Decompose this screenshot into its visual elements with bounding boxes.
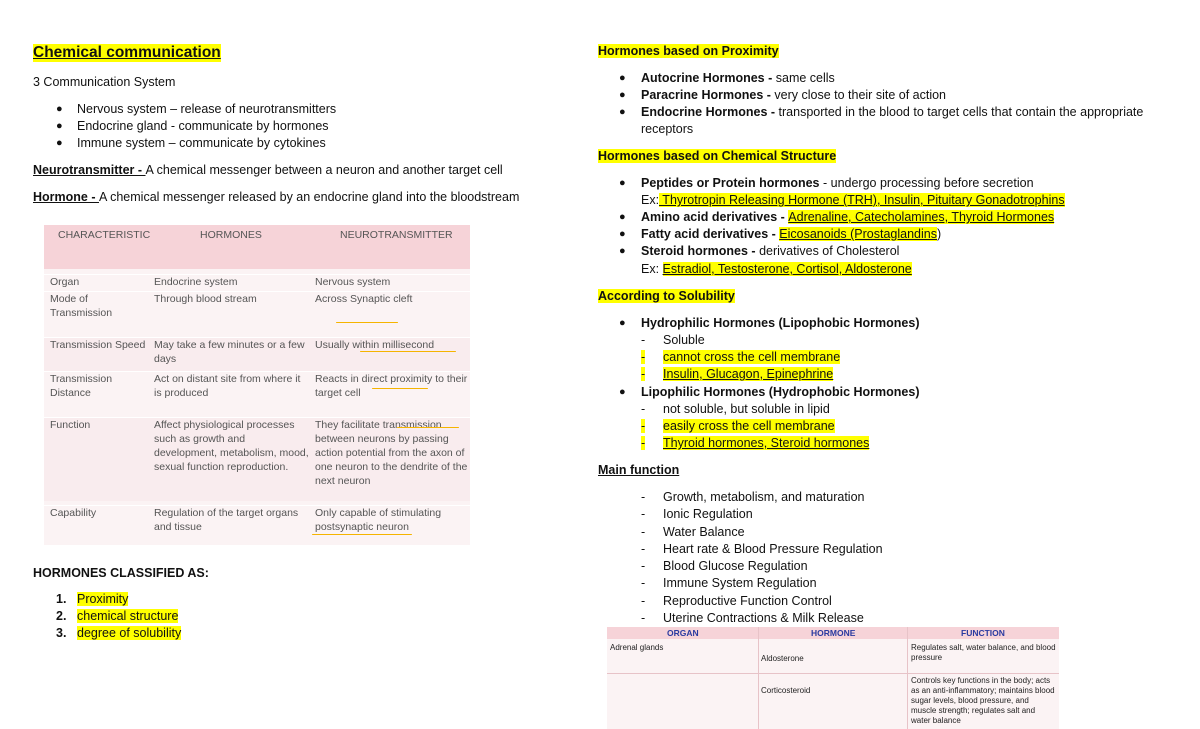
list-item: Nervous system – release of neurotransmitters: [77, 102, 337, 116]
item-term: Paracrine Hormones -: [641, 88, 775, 102]
sub-item: Thyroid hormones, Steroid hormones: [663, 436, 870, 450]
bullet-icon: ●: [56, 137, 63, 149]
comparison-table: [44, 225, 470, 545]
row-divider: [607, 673, 1059, 674]
column-header: FUNCTION: [961, 628, 1005, 638]
list-item: [641, 227, 941, 241]
sub-item: cannot cross the cell membrane: [663, 350, 841, 364]
item-term: Endocrine Hormones -: [641, 105, 779, 119]
table-row: [44, 417, 470, 501]
hormone-definition: [33, 190, 519, 204]
table-cell: Only capable of stimulating postsynaptic neuron: [315, 507, 442, 533]
neurotransmitter-definition: [33, 163, 503, 177]
bullet-icon: ●: [619, 228, 626, 240]
dash: -: [641, 542, 646, 556]
subtitle: 3 Communication System: [33, 75, 176, 89]
table-cell: Organ: [50, 276, 80, 288]
table-cell: Mode of Transmission: [50, 293, 113, 319]
bullet-icon: ●: [619, 245, 626, 257]
column-divider: [758, 627, 759, 729]
sub-item: Growth, metabolism, and maturation: [663, 490, 865, 504]
sub-item: not soluble, but soluble in lipid: [663, 402, 830, 416]
column-header: NEUROTRANSMITTER: [340, 229, 453, 241]
item-term: Autocrine Hormones -: [641, 71, 776, 85]
example-line: [641, 262, 912, 276]
table-cell: Affect physiological processes such as growth and development, metabolism, mood, sexual function reproduction.: [154, 419, 309, 473]
list-item: Endocrine gland - communicate by hormones: [77, 119, 329, 133]
list-item: [641, 210, 1054, 224]
dash: -: [641, 367, 646, 381]
example-text: Estradiol, Testosterone, Cortisol, Aldosterone: [662, 262, 912, 276]
dash: -: [641, 490, 646, 504]
dash: -: [641, 436, 646, 450]
list-item: [641, 88, 946, 102]
pen-underline: [397, 427, 459, 428]
table-row: [44, 274, 470, 290]
section-title: Hormones based on Chemical Structure: [598, 149, 837, 163]
table-row: [44, 337, 470, 371]
bullet-icon: ●: [619, 177, 626, 189]
organ-table: [607, 627, 1059, 729]
dash: -: [641, 611, 646, 625]
table-cell: Aldosterone: [761, 654, 804, 663]
table-header: [607, 627, 1059, 639]
list-number: 3.: [56, 626, 67, 640]
dash: -: [641, 333, 646, 347]
list-item: Proximity: [77, 592, 129, 606]
bullet-icon: ●: [619, 106, 626, 118]
item-desc: transported in the blood to target cells that contain the appropriate: [778, 105, 1144, 119]
list-item: Lipophilic Hormones (Hydrophobic Hormones): [641, 385, 920, 399]
definition-text: A chemical messenger between a neuron and another target cell: [145, 163, 503, 177]
pen-underline: [312, 534, 412, 535]
item-term: Fatty acid derivatives -: [641, 227, 780, 241]
list-item: [641, 71, 835, 85]
table-row: [44, 371, 470, 414]
example-label: Ex:: [641, 262, 663, 276]
item-term: Peptides or Protein hormones: [641, 176, 820, 190]
pen-underline: [372, 388, 428, 389]
sub-item: Heart rate & Blood Pressure Regulation: [663, 542, 883, 556]
dash: -: [641, 594, 646, 608]
column-header: HORMONES: [200, 229, 262, 241]
table-cell: Act on distant site from where it is produced: [154, 373, 301, 399]
table-cell: Endocrine system: [154, 276, 238, 288]
dash: -: [641, 559, 646, 573]
sub-item: Blood Glucose Regulation: [663, 559, 808, 573]
list-item-continuation: receptors: [641, 122, 694, 136]
classified-title: HORMONES CLASSIFIED AS:: [33, 566, 209, 580]
item-desc: very close to their site of action: [774, 88, 946, 102]
sub-item: Uterine Contractions & Milk Release: [663, 611, 864, 625]
section-title: Main function: [598, 463, 680, 477]
list-item: [641, 244, 899, 258]
table-cell: May take a few minutes or a few days: [154, 339, 305, 365]
sub-item: Reproductive Function Control: [663, 594, 832, 608]
table-cell: Regulates salt, water balance, and blood pressure: [911, 643, 1056, 662]
sub-item: Insulin, Glucagon, Epinephrine: [663, 367, 834, 381]
table-cell: Through blood stream: [154, 293, 257, 305]
table-cell: Usually within millisecond: [315, 339, 435, 351]
table-cell: Function: [50, 419, 91, 431]
table-cell: Capability: [50, 507, 97, 519]
bullet-icon: ●: [619, 72, 626, 84]
bullet-icon: ●: [619, 386, 626, 398]
table-cell: Across Synaptic cleft: [315, 293, 413, 305]
table-cell: Regulation of the target organs and tissue: [154, 507, 299, 533]
bullet-icon: ●: [56, 103, 63, 115]
list-number: 2.: [56, 609, 67, 623]
sub-item: Ionic Regulation: [663, 507, 753, 521]
left-column: [0, 0, 560, 729]
sub-item: Immune System Regulation: [663, 576, 817, 590]
table-row: [44, 291, 470, 334]
definition-term: Neurotransmitter -: [33, 163, 146, 177]
pen-underline: [336, 322, 398, 323]
list-item: Immune system – communicate by cytokines: [77, 136, 326, 150]
column-divider: [907, 627, 908, 729]
item-desc: same cells: [775, 71, 835, 85]
bullet-icon: ●: [56, 120, 63, 132]
section-title: According to Solubility: [598, 289, 735, 303]
list-number: 1.: [56, 592, 67, 606]
table-cell: Nervous system: [315, 276, 391, 288]
table-cell: Transmission Distance: [50, 373, 113, 399]
bullet-icon: ●: [619, 211, 626, 223]
column-header: HORMONE: [811, 628, 856, 638]
example-text: Adrenaline, Catecholamines, Thyroid Hormones: [788, 210, 1055, 224]
table-header: [44, 225, 470, 269]
dash: -: [641, 507, 646, 521]
item-term: Amino acid derivatives -: [641, 210, 789, 224]
example-text: Thyrotropin Releasing Hormone (TRH), Insulin, Pituitary Gonadotrophins: [659, 193, 1065, 207]
dash: -: [641, 350, 646, 364]
list-item: Hydrophilic Hormones (Lipophobic Hormones): [641, 316, 920, 330]
sub-item: Water Balance: [663, 525, 745, 539]
bullet-icon: ●: [619, 89, 626, 101]
item-desc: derivatives of Cholesterol: [759, 244, 900, 258]
item-term: Steroid hormones -: [641, 244, 760, 258]
page-title: Chemical communication: [33, 44, 221, 61]
right-column: [560, 0, 1200, 729]
table-row: [44, 505, 470, 545]
closing-paren: ): [937, 227, 942, 241]
section-title: Hormones based on Proximity: [598, 44, 779, 58]
table-cell: Controls key functions in the body; acts as an anti-inflammatory; maintains blood sugar levels, blood pressure, and muscle strength; regulates salt and water balance: [911, 676, 1055, 725]
example-text: Eicosanoids (Prostaglandins: [779, 227, 937, 241]
definition-term: Hormone -: [33, 190, 99, 204]
example-label: Ex:: [641, 193, 660, 207]
dash: -: [641, 402, 646, 416]
definition-text: A chemical messenger released by an endocrine gland into the bloodstream: [98, 190, 520, 204]
dash: -: [641, 576, 646, 590]
table-cell: Adrenal glands: [610, 643, 664, 652]
table-cell: Reacts in direct proximity to their target cell: [315, 373, 468, 399]
pen-underline: [360, 351, 456, 352]
table-cell: Corticosteroid: [761, 686, 811, 695]
dash: -: [641, 525, 646, 539]
sub-item: easily cross the cell membrane: [663, 419, 835, 433]
bullet-icon: ●: [619, 317, 626, 329]
example-line: [641, 193, 1065, 207]
list-item: [641, 176, 1034, 190]
table-cell: Transmission Speed: [50, 339, 146, 351]
list-item: [641, 105, 1143, 119]
dash: -: [641, 419, 646, 433]
item-desc: - undergo processing before secretion: [819, 176, 1034, 190]
list-item: degree of solubility: [77, 626, 182, 640]
column-header: CHARACTERISTIC: [58, 229, 151, 241]
column-header: ORGAN: [667, 628, 699, 638]
sub-item: Soluble: [663, 333, 705, 347]
list-item: chemical structure: [77, 609, 179, 623]
table-cell: They facilitate transmission between neurons by passing action potential from the axon of one neuron to the dendrite of the next neuron: [315, 419, 468, 487]
